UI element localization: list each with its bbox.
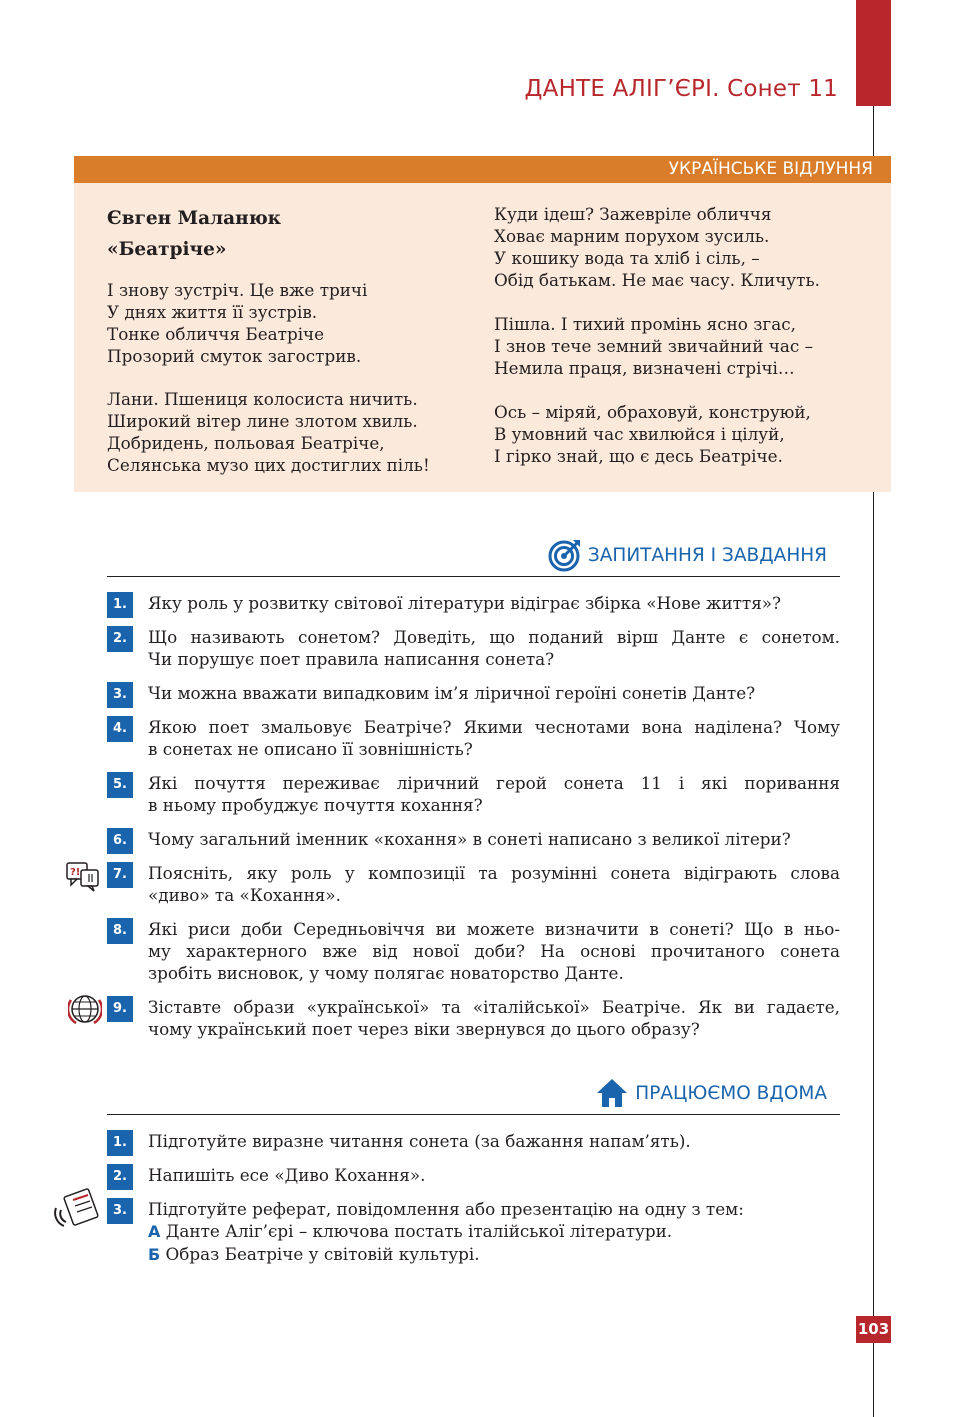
stanza [107,279,487,367]
topic-letter-b: Б [148,1245,161,1264]
running-header: ДАНТЕ АЛІГ’ЄРІ. Сонет 11 [524,76,838,102]
homework-item [107,1164,840,1186]
poem-line: Селянська музо цих достиглих піль! [107,455,430,475]
poem-left-column [107,203,487,497]
question-number: 9. [107,996,133,1022]
question-text: Якою поет змальовує Беатріче? Якими чеснотами вона наділена? Чому в сонетах не описано її зовнішність? [148,717,840,759]
poem-line: Тонке обличчя Беатріче [107,324,325,344]
divider [107,1114,840,1115]
poem-right-column [494,203,874,489]
homework-text: Підготуйте реферат, повідомлення або презентацію на одну з тем: А Данте Аліг’єрі – ключова постать італійської літератури. Б Образ Беатріче у світовій культурі. [148,1198,840,1266]
question-number: 7. [107,862,133,888]
homework-number: 2. [107,1164,133,1190]
homework-heading [595,1077,827,1109]
question-number: 4. [107,716,133,742]
homework-heading-text: ПРАЦЮЄМО ВДОМА [635,1082,827,1104]
discussion-icon [64,860,102,896]
stanza [494,313,874,379]
poem-author: Євген Маланюк [107,208,282,229]
question-text: Чому загальний іменник «кохання» в сонеті написано з великої літери? [148,829,791,849]
divider [107,576,840,577]
section-banner [74,156,891,183]
poem-line: Широкий вітер лине злотом хвиль. [107,411,418,431]
homework-number: 3. [107,1198,133,1224]
poem-line: Немила праця, визначені стрічі… [494,358,795,378]
globe-icon [68,990,102,1034]
poem-line: Ось – міряй, обраховуй, конструюй, [494,402,811,422]
question-item [107,828,840,850]
question-item [107,862,840,906]
home-icon [595,1077,629,1109]
homework-number: 1. [107,1130,133,1156]
page-number: 103 [856,1316,891,1343]
question-text: Чи можна вважати випадковим ім’я ліричної героїні сонетів Данте? [148,683,756,703]
poem-line: Пішла. І тихий промінь ясно згас, [494,314,796,334]
question-item [107,716,840,760]
poem-line: І гірко знай, що є десь Беатріче. [494,446,783,466]
question-number: 5. [107,772,133,798]
topic-letter-a: А [148,1222,161,1241]
poem-line: Прозорий смуток загострив. [107,346,362,366]
presentation-icon [52,1188,100,1236]
question-item [107,772,840,816]
poem-line: У днях життя її зустрів. [107,302,318,322]
question-text: Які почуття переживає ліричний герой сонета 11 і які поривання в ньому пробуджує почуття кохання? [148,773,840,815]
section-banner-label: УКРАЇНСЬКЕ ВІДЛУННЯ [668,159,873,179]
question-number: 2. [107,626,133,652]
svg-text:?!: ?! [70,867,81,878]
homework-text: Напишіть есе «Диво Кохання». [148,1165,426,1185]
corner-tab [856,0,891,106]
homework-text: Підготуйте виразне читання сонета (за бажання напам’ять). [148,1131,691,1151]
poem-line: В умовний час хвилюйся і цілуй, [494,424,785,444]
poem-line: Ховає марним порухом зусиль. [494,226,770,246]
question-item [107,918,840,984]
question-text: Що називають сонетом? Доведіть, що поданий вірш Данте є сонетом. Чи порушує поет правила написання сонета? [148,627,840,669]
poem-line: Лани. Пшениця колосиста ничить. [107,389,418,409]
question-text: Яку роль у розвитку світової літератури відіграє збірка «Нове життя»? [148,593,782,613]
question-item [107,626,840,670]
question-item [107,996,840,1040]
question-number: 3. [107,682,133,708]
questions-heading [548,538,827,572]
stanza [494,203,874,291]
poem-line: Добридень, польовая Беатріче, [107,433,385,453]
question-number: 6. [107,828,133,854]
poem-line: Обід батькам. Не має часу. Кличуть. [494,270,820,290]
topic-a: А Данте Аліг’єрі – ключова постать італійської літератури. [148,1221,673,1241]
question-item [107,592,840,614]
questions-heading-text: ЗАПИТАННЯ І ЗАВДАННЯ [587,544,827,566]
question-text: Зіставте образи «української» та «італійської» Беатріче. Як ви гадаєте, чому український поет через віки звернувся до цього образу? [148,997,840,1039]
stanza [107,388,487,476]
poem-line: І знову зустріч. Це вже тричі [107,280,368,300]
poem-line: У кошику вода та хліб і сіль, – [494,248,760,268]
question-item [107,682,840,704]
poem-title: «Беатріче» [107,239,227,260]
target-icon [548,538,582,572]
poem-line: Куди ідеш? Зажевріле обличчя [494,204,772,224]
question-number: 8. [107,918,133,944]
homework-item [107,1198,840,1266]
question-number: 1. [107,592,133,618]
stanza [494,401,874,467]
poem-line: І знов тече земний звичайний час – [494,336,813,356]
question-text: Які риси доби Середньовіччя ви можете визначити в сонеті? Що в ньо- му характерного вже від нової доби? На основі прочитаного сонета зробіть висновок, у чому полягає новаторство Данте. [148,919,840,983]
topic-b: Б Образ Беатріче у світовій культурі. [148,1244,480,1264]
homework-item [107,1130,840,1152]
question-text: Поясніть, яку роль у композиції та розумінні сонета відіграють слова «диво» та «Кохання». [148,863,840,905]
